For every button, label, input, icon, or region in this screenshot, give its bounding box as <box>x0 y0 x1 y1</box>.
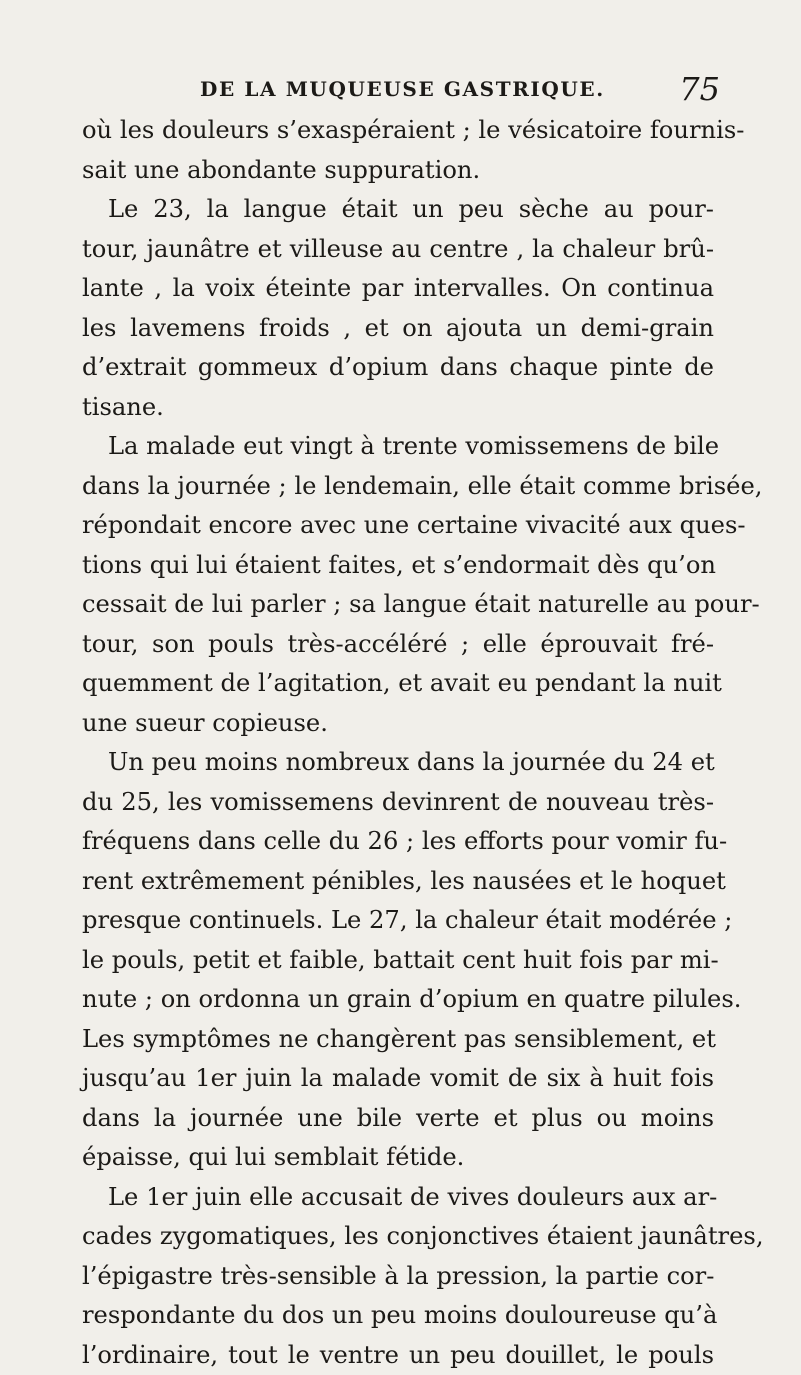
text-line: respondante du dos un peu moins douloureuse qu’à <box>82 1296 714 1336</box>
page-number: 75 <box>679 70 720 108</box>
text-line: Les symptômes ne changèrent pas sensiblement, et <box>82 1020 714 1060</box>
text-line: sait une abondante suppuration. <box>82 151 714 191</box>
text-line: le pouls, petit et faible, battait cent huit fois par mi- <box>82 941 714 981</box>
text-line: Le 1er juin elle accusait de vives douleurs aux ar- <box>82 1178 714 1218</box>
text-line: une sueur copieuse. <box>82 704 714 744</box>
text-line: épaisse, qui lui semblait fétide. <box>82 1138 714 1178</box>
body-text <box>82 111 714 1375</box>
text-line: tour, jaunâtre et villeuse au centre , la chaleur brû- <box>82 230 714 270</box>
text-line: cessait de lui parler ; sa langue était naturelle au pour- <box>82 585 714 625</box>
text-line: fréquens dans celle du 26 ; les efforts pour vomir fu- <box>82 822 714 862</box>
text-line: lante , la voix éteinte par intervalles. On continua <box>82 269 714 309</box>
text-line: Un peu moins nombreux dans la journée du 24 et <box>82 743 714 783</box>
running-head <box>200 74 720 104</box>
text-line: cades zygomatiques, les conjonctives étaient jaunâtres, <box>82 1217 714 1257</box>
text-line: dans la journée ; le lendemain, elle était comme brisée, <box>82 467 714 507</box>
text-line: répondait encore avec une certaine vivacité aux ques- <box>82 506 714 546</box>
text-line: d’extrait gommeux d’opium dans chaque pinte de <box>82 348 714 388</box>
text-line: où les douleurs s’exaspéraient ; le vésicatoire fournis- <box>82 111 714 151</box>
text-line: presque continuels. Le 27, la chaleur était modérée ; <box>82 901 714 941</box>
text-line: Le 23, la langue était un peu sèche au pour- <box>82 190 714 230</box>
text-line: l’ordinaire, tout le ventre un peu douillet, le pouls <box>82 1336 714 1375</box>
text-line: les lavemens froids , et on ajouta un demi-grain <box>82 309 714 349</box>
text-line: du 25, les vomissemens devinrent de nouveau très- <box>82 783 714 823</box>
running-title: DE LA MUQUEUSE GASTRIQUE. <box>200 77 605 101</box>
text-line: tour, son pouls très-accéléré ; elle éprouvait fré- <box>82 625 714 665</box>
text-line: quemment de l’agitation, et avait eu pendant la nuit <box>82 664 714 704</box>
text-line: rent extrêmement pénibles, les nausées et le hoquet <box>82 862 714 902</box>
text-line: jusqu’au 1er juin la malade vomit de six à huit fois <box>82 1059 714 1099</box>
text-line: tisane. <box>82 388 714 428</box>
text-line: La malade eut vingt à trente vomissemens de bile <box>82 427 714 467</box>
text-line: nute ; on ordonna un grain d’opium en quatre pilules. <box>82 980 714 1020</box>
text-line: dans la journée une bile verte et plus ou moins <box>82 1099 714 1139</box>
text-line: tions qui lui étaient faites, et s’endormait dès qu’on <box>82 546 714 586</box>
text-line: l’épigastre très-sensible à la pression, la partie cor- <box>82 1257 714 1297</box>
